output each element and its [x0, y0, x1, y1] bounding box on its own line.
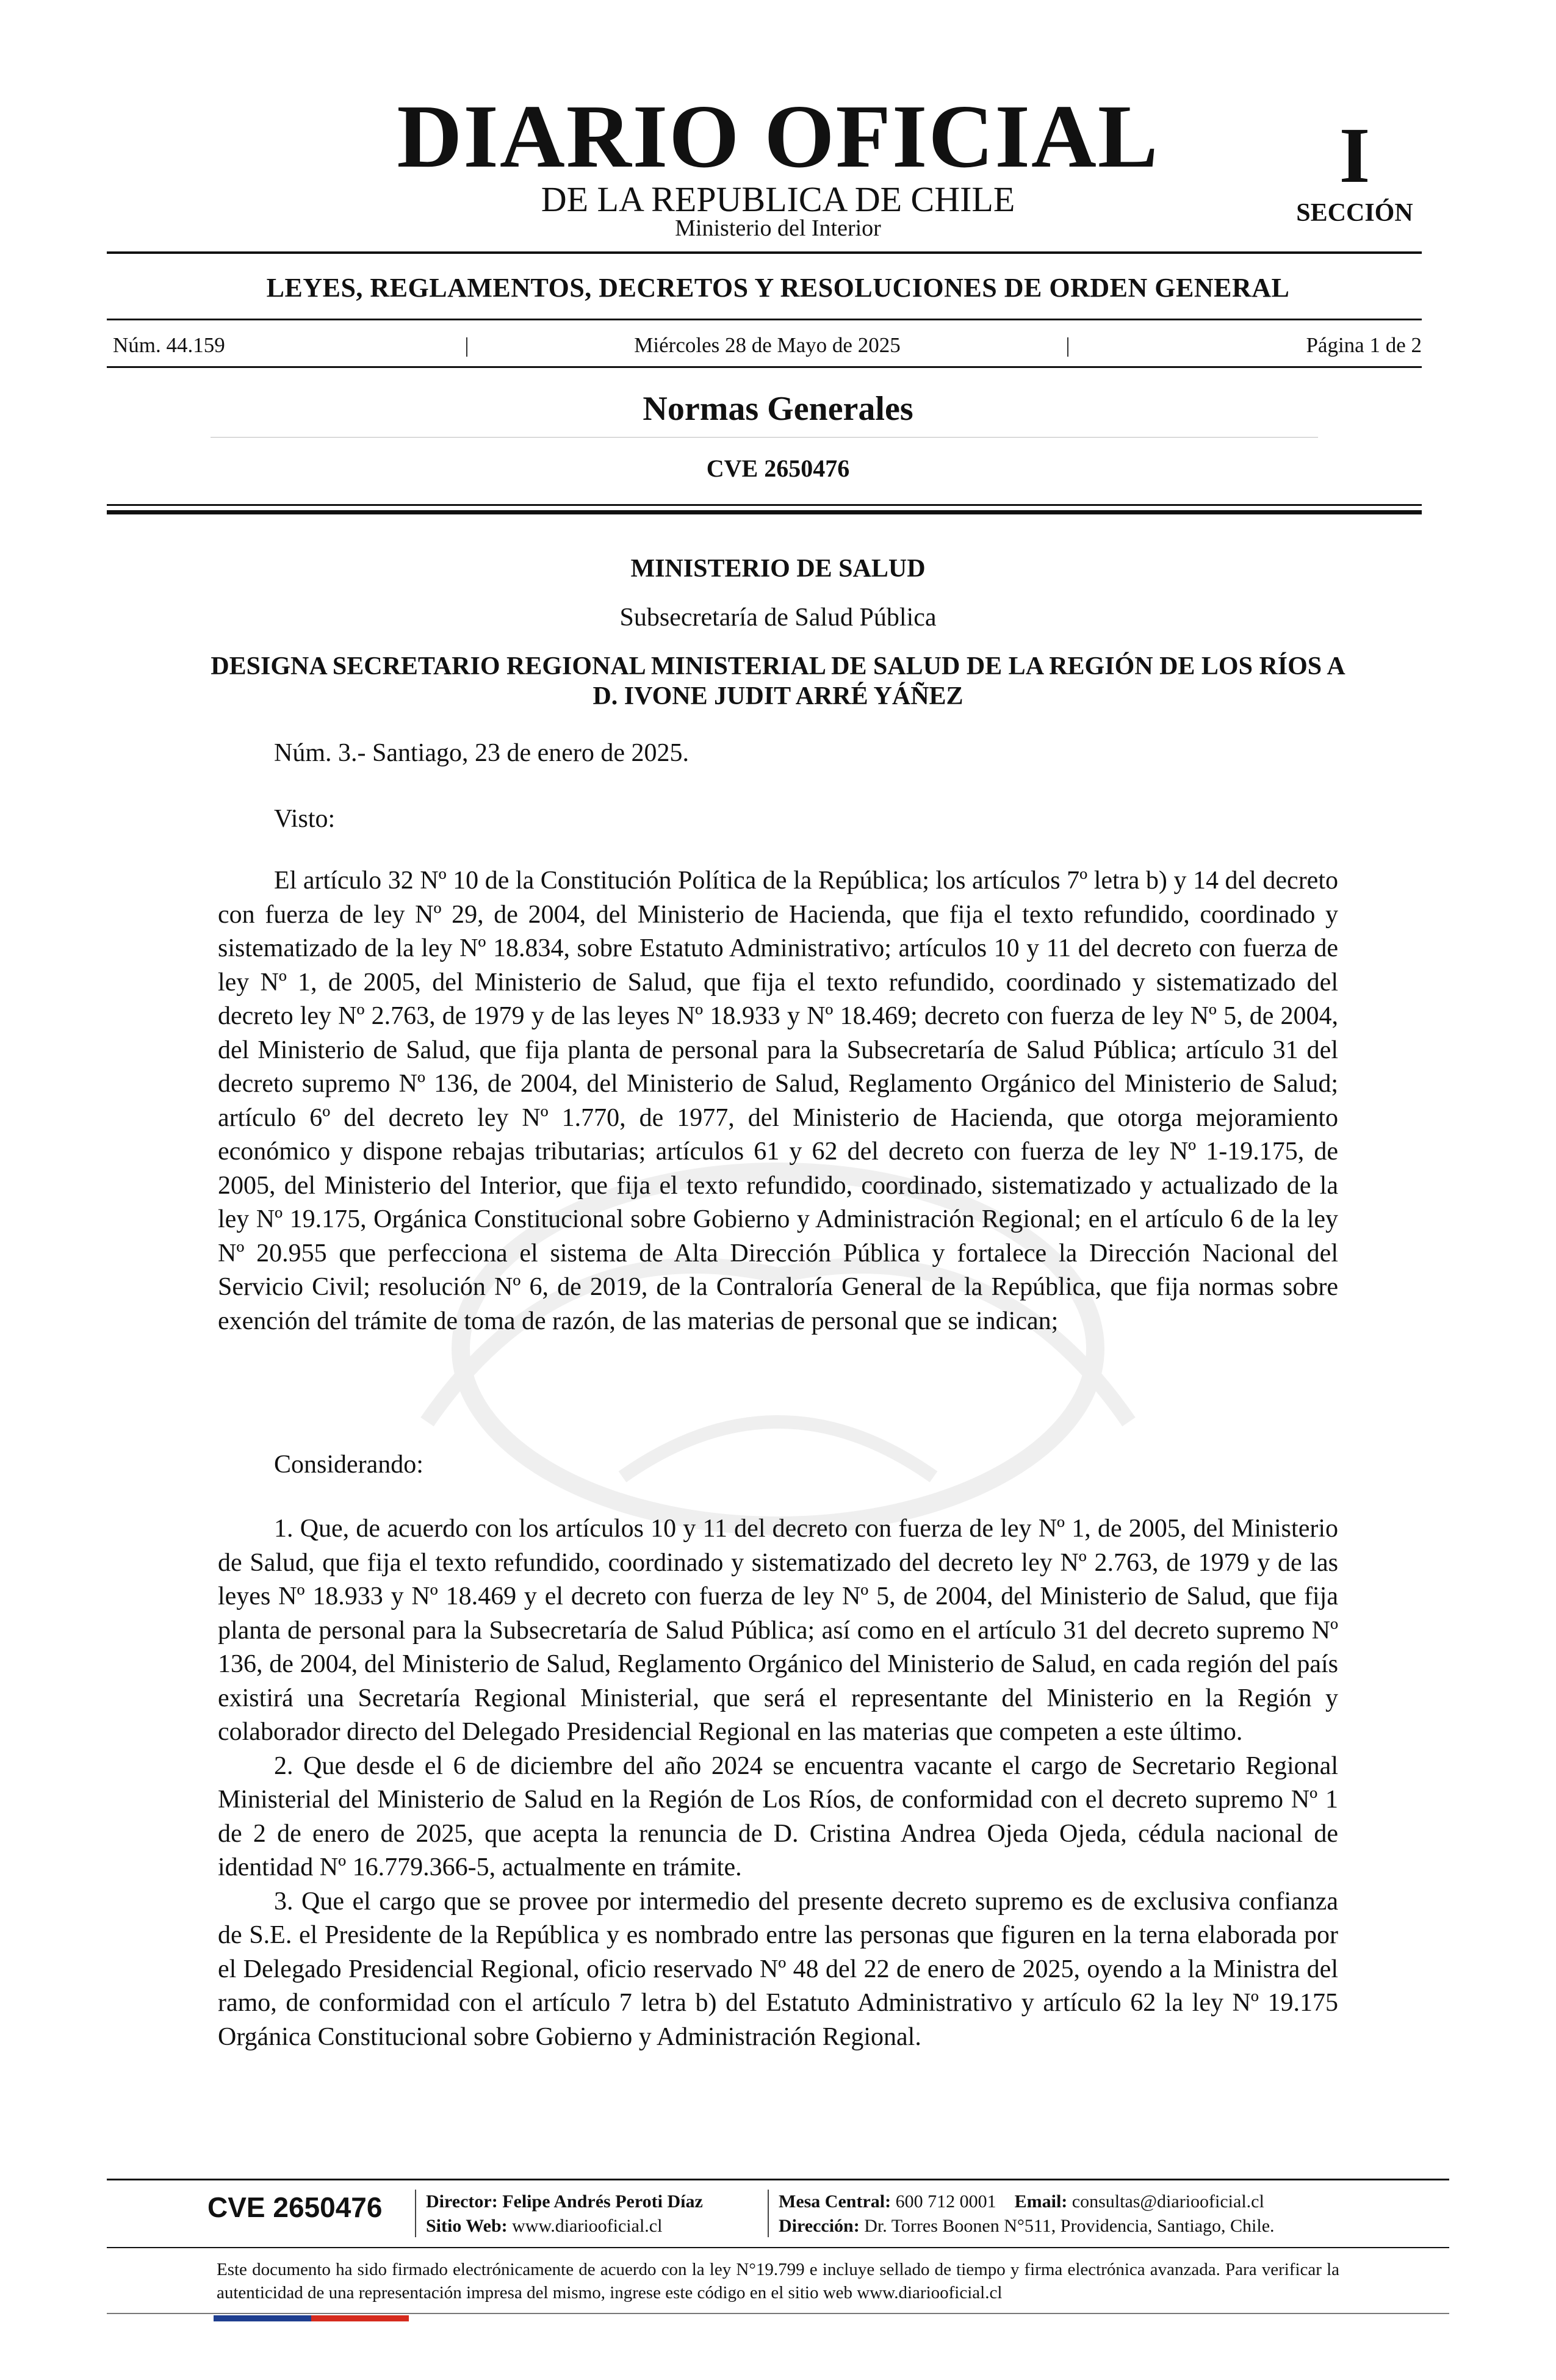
masthead-subtitle: DE LA REPUBLICA DE CHILE: [541, 179, 1015, 219]
section-numeral: I: [1339, 112, 1371, 200]
footer-director-block: [426, 2190, 768, 2238]
cve-rule-2: [107, 510, 1422, 514]
issue-separator-2: |: [1065, 333, 1070, 357]
page-indicator: Página 1 de 2: [1306, 333, 1422, 357]
signature-note: Este documento ha sido firmado electrónicamente de acuerdo con la ley N°19.799 e incluye sellado de tiempo y firma electrónica avanzada. Para verificar la autenticidad de una representación impresa del mismo, ingrese este código en el sitio web www.diariooficial.cl: [217, 2260, 1339, 2302]
cve-rule-1: [107, 504, 1422, 506]
phone-label: Mesa Central:: [779, 2191, 891, 2212]
considerando-2: 2. Que desde el 6 de diciembre del año 2024 se encuentra vacante el cargo de Secretario Regional Ministerial del Ministerio de Salud en la Región de Los Ríos, de conformidad con el decreto supremo Nº 1 de 2 de enero de 2025, que acepta la renuncia de D. Cristina Andrea Ojeda Ojeda, cédula nacional de identidad Nº 16.779.366-5, actualmente en trámite.: [218, 1751, 1338, 1881]
director-name: Felipe Andrés Peroti Díaz: [502, 2191, 703, 2212]
footer-divider-2: [768, 2190, 769, 2237]
considerando-1: 1. Que, de acuerdo con los artículos 10 y 11 del decreto con fuerza de ley Nº 1, de 2005, del Ministerio de Salud, que fija el texto refundido, coordinado y sistematizado del decreto ley Nº 2.763, de 1979 y de las leyes Nº 18.933 y Nº 18.469 y el decreto con fuerza de ley Nº 5, de 2004, del Ministerio de Salud, que fija planta de personal para la Subsecretaría de Salud Pública; así como en el artículo 31 del decreto supremo Nº 136, de 2004, del Ministerio de Salud, Reglamento Orgánico del Ministerio de Salud, en cada región del país existirá una Secretaría Regional Ministerial, que será el representante del Ministerio en la Región y colaborador directo del Delegado Presidencial Regional en las materias que competen a este último.: [218, 1515, 1338, 1746]
footer-cve: CVE 2650476: [207, 2191, 383, 2223]
category-rule: [211, 437, 1318, 438]
cve-code: CVE 2650476: [706, 455, 850, 482]
decree-line: Núm. 3.- Santiago, 23 de enero de 2025.: [274, 739, 690, 767]
address-label: Dirección:: [779, 2216, 860, 2236]
issue-rule: [107, 366, 1422, 368]
considerando-label: Considerando:: [274, 1451, 423, 1479]
flag-stripe-blue: [214, 2315, 311, 2321]
document-title: DESIGNA SECRETARIO REGIONAL MINISTERIAL DE SALUD DE LA REGIÓN DE LOS RÍOS A D. IVONE JUDIT ARRÉ YÁÑEZ: [211, 652, 1345, 711]
issue-number: Núm. 44.159: [113, 333, 225, 357]
header-rule-top: [107, 251, 1422, 254]
email-label: Email:: [1014, 2191, 1068, 2212]
considerando-3: 3. Que el cargo que se provee por intermedio del presente decreto supremo es de exclusiva confianza de S.E. el Presidente de la República y es nombrado entre las personas que figuren en la terna elaborada por el Delegado Presidencial Regional, oficio reservado Nº 48 del 22 de enero de 2025, oyendo a la Ministra del ramo, de conformidad con el artículo 7 letra b) del Estatuto Administrativo y artículo 62 la ley Nº 19.175 Orgánica Constitucional sobre Gobierno y Administración Regional.: [218, 1887, 1338, 2051]
issue-date: Miércoles 28 de Mayo de 2025: [634, 333, 901, 357]
subsecretaria-heading: Subsecretaría de Salud Pública: [619, 604, 937, 632]
section-label: SECCIÓN: [1296, 199, 1413, 227]
considerandos: [218, 1512, 1338, 2054]
footer-divider-1: [415, 2190, 416, 2237]
masthead-ministry: Ministerio del Interior: [675, 215, 881, 241]
footer-contact-block: [779, 2190, 1389, 2238]
ministry-heading: MINISTERIO DE SALUD: [630, 555, 926, 583]
header-subtitle: LEYES, REGLAMENTOS, DECRETOS Y RESOLUCIONES DE ORDEN GENERAL: [266, 273, 1290, 303]
footer-rule-bottom: [107, 2313, 1449, 2314]
category-title: Normas Generales: [643, 390, 913, 428]
footer-rule-mid: [107, 2247, 1449, 2248]
visto-label: Visto:: [274, 805, 336, 833]
visto-text: [218, 864, 1338, 1338]
issue-separator: |: [464, 333, 469, 357]
masthead-title: DIARIO OFICIAL: [397, 87, 1159, 187]
issue-row: [113, 333, 1422, 358]
phone-number: 600 712 0001: [895, 2191, 996, 2212]
header-rule-mid: [107, 319, 1422, 320]
director-label: Director:: [426, 2191, 498, 2212]
website-link[interactable]: www.diariooficial.cl: [512, 2216, 663, 2236]
website-label: Sitio Web:: [426, 2216, 508, 2236]
footer-rule-top: [107, 2179, 1449, 2180]
flag-stripe-red: [311, 2315, 409, 2321]
email-link[interactable]: consultas@diariooficial.cl: [1072, 2191, 1264, 2212]
visto-paragraph: El artículo 32 Nº 10 de la Constitución Política de la República; los artículos 7º letra b) y 14 del decreto con fuerza de ley Nº 29, de 2004, del Ministerio de Hacienda, que fija el texto refundido, coordinado y sistematizado de la ley Nº 18.834, sobre Estatuto Administrativo; artículos 10 y 11 del decreto con fuerza de ley Nº 1, de 2005, del Ministerio de Salud, que fija el texto refundido, coordinado y sistematizado del decreto ley Nº 2.763, de 1979 y de las leyes Nº 18.933 y Nº 18.469; decreto con fuerza de ley Nº 5, de 2004, del Ministerio de Salud, que fija planta de personal para la Subsecretaría de Salud Pública; artículo 31 del decreto supremo Nº 136, de 2004, del Ministerio de Salud, Reglamento Orgánico del Ministerio de Salud; artículo 6º del decreto ley Nº 1.770, de 1977, del Ministerio de Hacienda, que otorga mejoramiento económico y dispone rebajas tributarias; artículos 61 y 62 del decreto con fuerza de ley Nº 1-19.175, de 2005, del Ministerio del Interior, que fija el texto refundido, coordinado, sistematizado y actualizado de la ley Nº 19.175, Orgánica Constitucional sobre Gobierno y Administración Regional; en el artículo 6 de la ley Nº 20.955 que perfecciona el sistema de Alta Dirección Pública y fortalece la Dirección Nacional del Servicio Civil; resolución Nº 6, de 2019, de la Contraloría General de la República, que fija normas sobre exención del trámite de toma de razón, de las materias de personal que se indican;: [218, 867, 1338, 1335]
address-text: Dr. Torres Boonen N°511, Providencia, Santiago, Chile.: [864, 2216, 1275, 2236]
